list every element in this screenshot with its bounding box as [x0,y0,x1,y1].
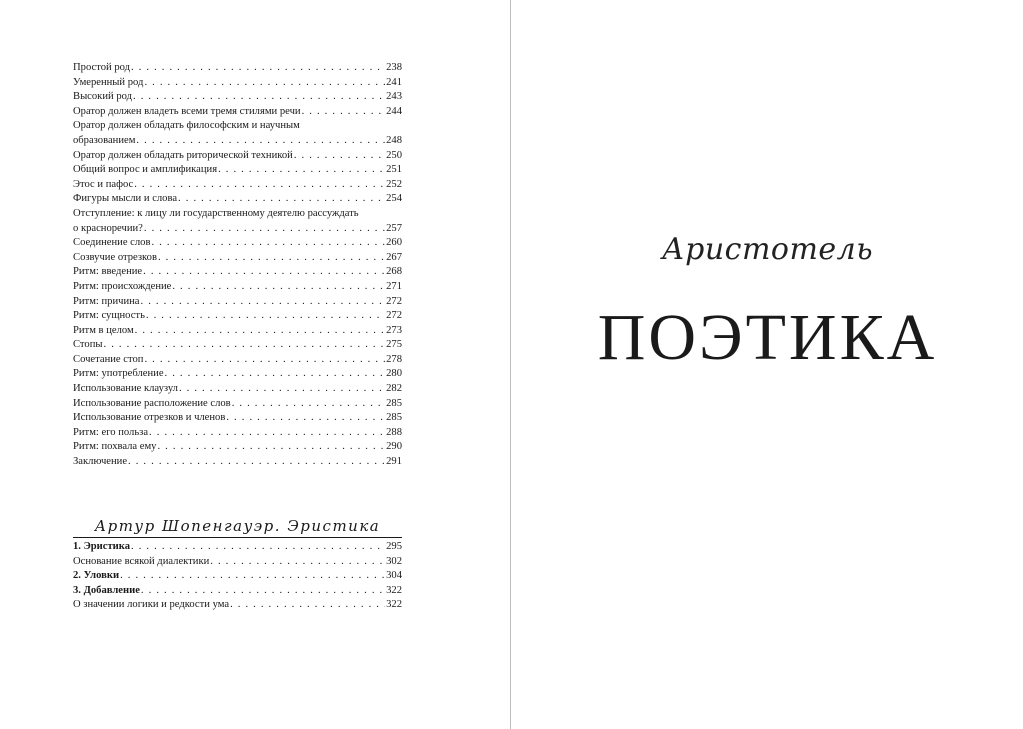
toc-entry [73,149,402,164]
toc-entry-page: 244 [386,105,402,117]
section-heading: Артур Шопенгауэр. Эристика [94,517,381,535]
section-divider [73,537,402,538]
toc-entry-title: Использование расположение слов [73,397,231,409]
toc-entry-title: Высокий род [73,91,132,103]
toc-entry-page: 252 [386,178,402,190]
toc-entry-page: 248 [386,134,402,146]
toc-entry-title: 2. Уловки [73,570,120,582]
toc-entry-page: 278 [386,353,402,365]
toc-entry-page: 257 [386,222,402,234]
toc-entry-page: 285 [386,397,402,409]
toc-entry [73,309,402,324]
toc-entry-page: 295 [386,541,402,552]
toc-entry-page: 322 [386,599,402,611]
toc-entry [73,338,402,353]
toc-entry-page: 290 [386,441,402,453]
toc-entry-page: 272 [386,295,402,307]
toc-entry-page: 273 [386,324,402,336]
toc-entry [73,426,402,441]
toc-entry-page: 304 [386,570,402,582]
toc-entry-page: 322 [386,584,402,596]
toc-entry-page: 267 [386,251,402,263]
toc-entry-title: Сочетание стоп [73,353,144,365]
toc-entry-title: Основание всякой диалектики [73,555,210,567]
toc-entry [73,134,402,149]
toc-entry-page: 272 [386,310,402,322]
toc-entry [73,598,402,613]
toc-entry [73,295,402,310]
toc-entry-title: Этос и пафос [73,178,134,190]
toc-entry-page: 302 [386,555,402,567]
toc-entry-title: Ритм: употребление [73,368,164,380]
right-page [512,0,1023,729]
toc-entry [73,265,402,280]
table-of-contents [73,61,402,470]
toc-entry-title-line1: Отступление: к лицу ли государственному деятелю рассуждать [73,207,359,219]
toc-entry [73,382,402,397]
toc-entry-page: 275 [386,339,402,351]
toc-entry-page: 271 [386,280,402,292]
author-name: Аристотель [661,232,874,267]
toc-entry [73,540,402,555]
toc-entry [73,90,402,105]
toc-entry [73,105,402,120]
toc-entry-title: 1. Эристика [73,541,131,552]
toc-entry [73,251,402,266]
toc-entry [73,367,402,382]
toc-entry [73,455,402,470]
toc-entry [73,178,402,193]
toc-entry-title: Созвучие отрезков [73,251,157,263]
toc-entry-page: 238 [386,62,402,73]
toc-entry-title: Простой род [73,62,130,73]
toc-entry [73,584,402,599]
toc-entry-page: 251 [386,164,402,176]
toc-entry-title: Умеренный род [73,76,144,88]
toc-entry-title: Заключение [73,456,128,468]
toc-entry [73,236,402,251]
left-page [0,0,510,729]
toc-entry-title: Оратор должен обладать риторической техникой [73,149,293,161]
toc-entry-title: Общий вопрос и амплификация [73,164,218,176]
toc-entry [73,555,402,570]
toc-entry-title: Стопы [73,339,103,351]
toc-entry [73,324,402,339]
toc-entry-page: 254 [386,193,402,205]
toc-entry-title: Фигуры мысли и слова [73,193,178,205]
toc-entry [73,411,402,426]
toc-entry-page: 282 [386,383,402,395]
toc-entry-page: 250 [386,149,402,161]
toc-entry [73,440,402,455]
toc-entry-page: 268 [386,266,402,278]
toc-entry-title: образованием [73,134,136,146]
toc-entry-page: 260 [386,237,402,249]
toc-entry-title: О значении логики и редкости ума [73,599,230,611]
toc-entry-page: 241 [386,76,402,88]
toc-entry-title: Ритм: введение [73,266,143,278]
section-table-of-contents [73,540,402,613]
toc-entry [73,569,402,584]
toc-entry [73,222,402,237]
toc-entry-title: 3. Добавление [73,584,140,596]
book-title: ПОЭТИКА [597,301,938,374]
toc-entry-title: Ритм: причина [73,295,140,307]
book-spine [510,0,511,729]
toc-entry-page: 280 [386,368,402,380]
toc-entry [73,397,402,412]
toc-entry [73,163,402,178]
toc-entry [73,280,402,295]
toc-entry-title: Соединение слов [73,237,151,249]
toc-entry-title: Ритм в целом [73,324,134,336]
toc-entry-title: Ритм: похвала ему [73,441,157,453]
toc-entry-page: 285 [386,412,402,424]
toc-entry-page: 291 [386,456,402,468]
toc-entry [73,76,402,91]
toc-entry-title: о красноречии? [73,222,143,234]
toc-entry-title: Ритм: происхождение [73,280,172,292]
toc-entry-title: Использование отрезков и членов [73,412,226,424]
toc-entry-title: Использование клаузул [73,383,178,395]
toc-entry-page: 288 [386,426,402,438]
toc-entry [73,353,402,368]
toc-entry [73,61,402,76]
toc-entry-title: Оратор должен владеть всеми тремя стилями речи [73,105,301,117]
toc-entry-title-line1: Оратор должен обладать философским и научным [73,120,300,132]
toc-entry-page: 243 [386,91,402,103]
toc-entry-title: Ритм: его польза [73,426,149,438]
toc-entry-title: Ритм: сущность [73,310,145,322]
toc-entry [73,192,402,207]
